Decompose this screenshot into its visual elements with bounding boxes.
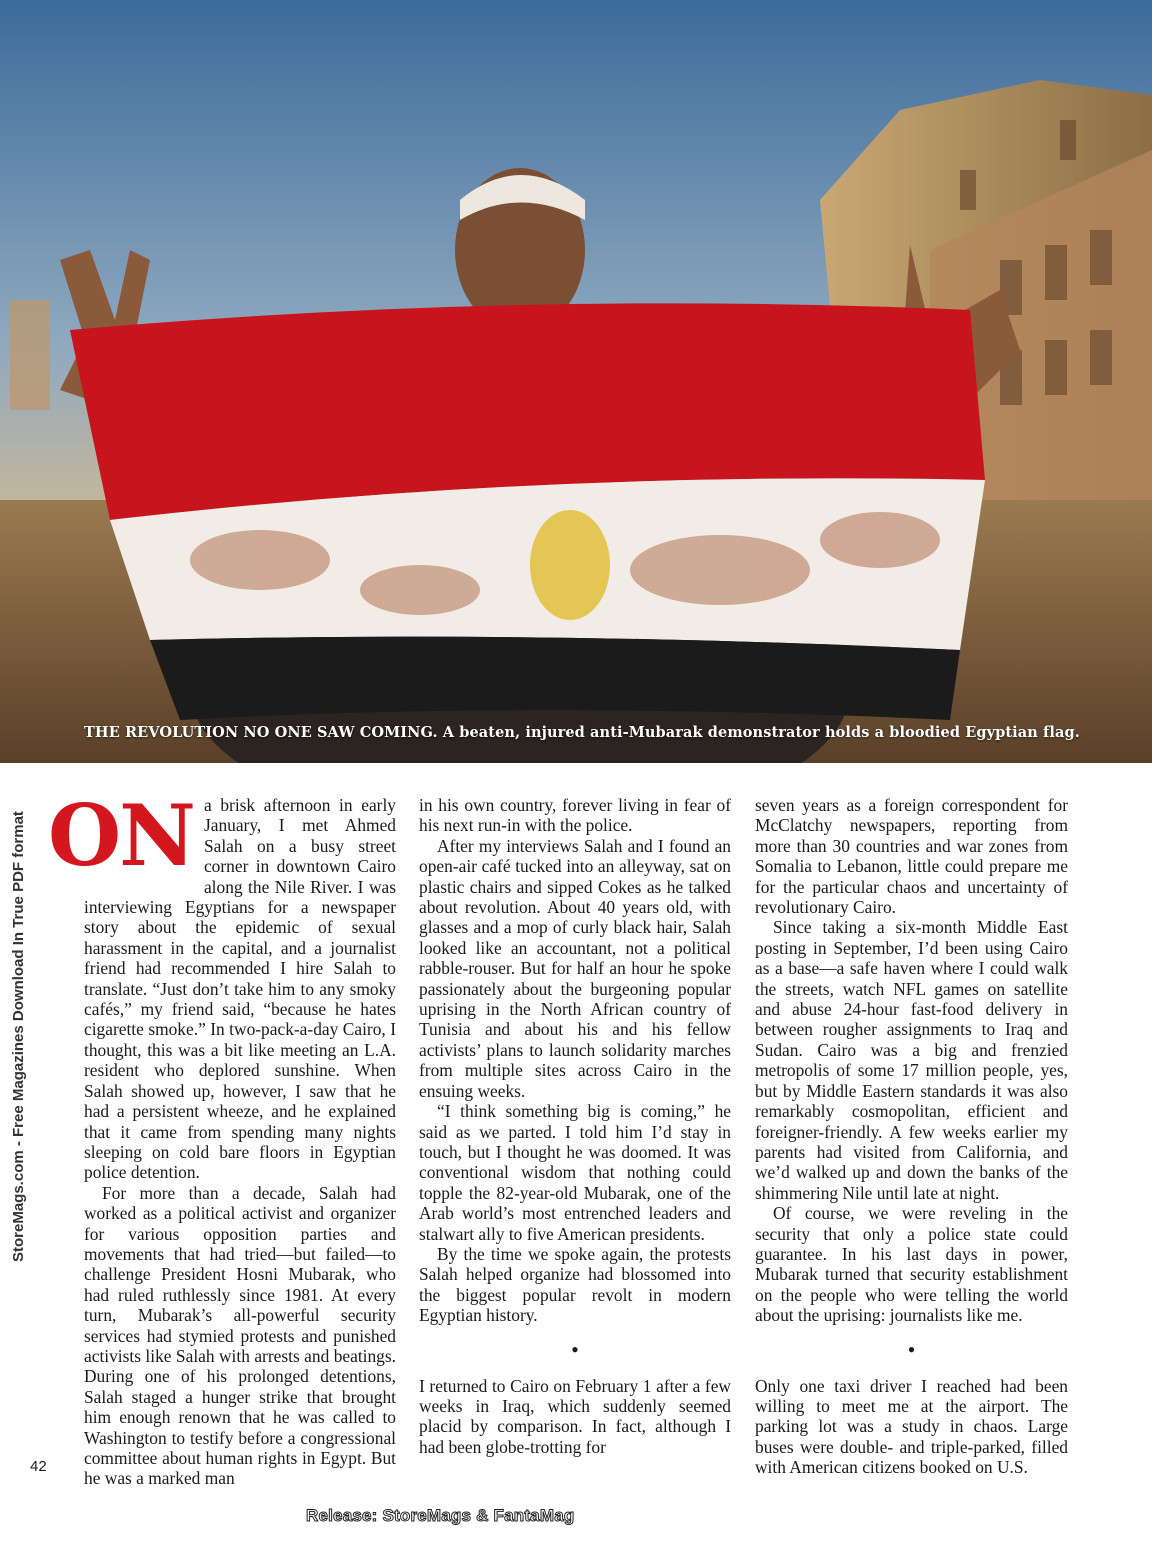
flag-black-band [150,637,960,720]
paragraph: By the time we spoke again, the protests Salah helped organize had blossomed into the biggest popular revolt in modern Egyptian history. [419,1243,731,1326]
paragraph: a brisk afternoon in early January, I met Ahmed Salah on a busy street corner in downtown Cairo along the Nile River. I was interviewing Egyptians for a newspaper story about the epidemic of sexual harassment in the capital, and a journalist friend had recommended I hire Salah to translate. “Just don’t take him to any smoky cafés,” my friend said, “because he hates cigarette smoke.” In two-pack-a-day Cairo, I thought, this was a bit like meeting an L.A. resident who deplored sunshine. When Salah showed up, however, I saw that he had a persistent wheeze, and he explained that it came from spending many nights sleeping on cold bare floors in Egyptian police detention. [84,795,396,1183]
paragraph: in his own country, forever living in fear of his next run-in with the police. [419,795,731,836]
photo-caption: THE REVOLUTION NO ONE SAW COMING. A beaten, injured anti-Mubarak demonstrator holds a bloodied Egyptian flag. [84,724,1080,741]
section-break-bullet: • [571,1336,579,1362]
section-break-bullet: • [907,1336,916,1362]
drop-cap: ON [48,786,194,885]
paragraph: Only one taxi driver I reached had been willing to meet me at the airport. The parking lot was a study in chaos. Large buses were double- and triple-parked, filled with American citizens booked on U.S. [755,1375,1068,1478]
photo-illustration [0,0,1152,763]
paragraph: seven years as a foreign correspondent for McClatchy newspapers, reporting from more than 30 countries and war zones from Somalia to Lebanon, little could prepare me for the particular chaos and uncertainty of revolutionary Cairo. [755,795,1068,918]
paragraph: After my interviews Salah and I found an open-air café tucked into an alleyway, sat on plastic chairs and sipped Cokes as he talked about revolution. About 40 years old, with glasses and a mop of curly black hair, Salah looked like an accountant, not a political rabble-rouser. But for half an hour he spoke passionately about the burgeoning popular uprising in the North African country of Tunisia and about his and his fellow activists’ plans to launch solidarity marches from multiple sites across Cairo in the ensuing weeks. [419,835,731,1101]
article-column-2 [419,795,731,1457]
paragraph: Since taking a six-month Middle East posting in September, I’d been using Cairo as a base—a safe haven where I could walk the streets, watch NFL games on satellite and abuse 24-hour fast-food delivery in between rougher assignments to Iraq and Sudan. Cairo was a big and frenzied metropolis of some 17 million people, yes, but by Middle Eastern standards it was also remarkably cosmopolitan, efficient and foreigner-friendly. A few weeks earlier my parents had visited from California, and we’d walked up and down the banks of the shimmering Nile until late at night. [755,917,1068,1203]
paragraph: “I think something big is coming,” he said as we parted. I told him I’d stay in touch, but I thought he was doomed. It was conventional wisdom that nothing could topple the 82-year-old Mubarak, one of the Arab world’s most entrenched leaders and stalwart ally to five American presidents. [419,1101,731,1244]
hero-photo [0,0,1152,763]
article-column-1 [48,786,396,1489]
paragraph: I returned to Cairo on February 1 after a few weeks in Iraq, which suddenly seemed placid by comparison. In fact, although I had been globe-trotting for [419,1375,731,1457]
article-column-3 [755,795,1068,1478]
release-credit: Release: StoreMags & FantaMag [306,1506,575,1525]
side-credit-text: StoreMags.com - Free Magazines Download In True PDF format [10,811,27,1262]
paragraph: Of course, we were reveling in the security that only a police state could guarantee. In his last days in power, Mubarak turned that security establishment on the people who were telling the world about the uprising: journalists like me. [755,1203,1068,1326]
flag-eagle [530,510,610,620]
page-number: 42 [30,1458,47,1475]
paragraph: For more than a decade, Salah had worked as a political activist and organizer for various opposition parties and movements that had tried—but failed—to challenge President Hosni Mubarak, who had ruled ruthlessly since 1981. At every turn, Mubarak’s all-powerful security services had stymied protests and punished activists like Salah with arrests and beatings. During one of his prolonged detentions, Salah staged a hunger strike that brought him enough renown that he was called to Washington to testify before a congressional committee about human rights in Egypt. But he was a marked man [84,1182,396,1489]
